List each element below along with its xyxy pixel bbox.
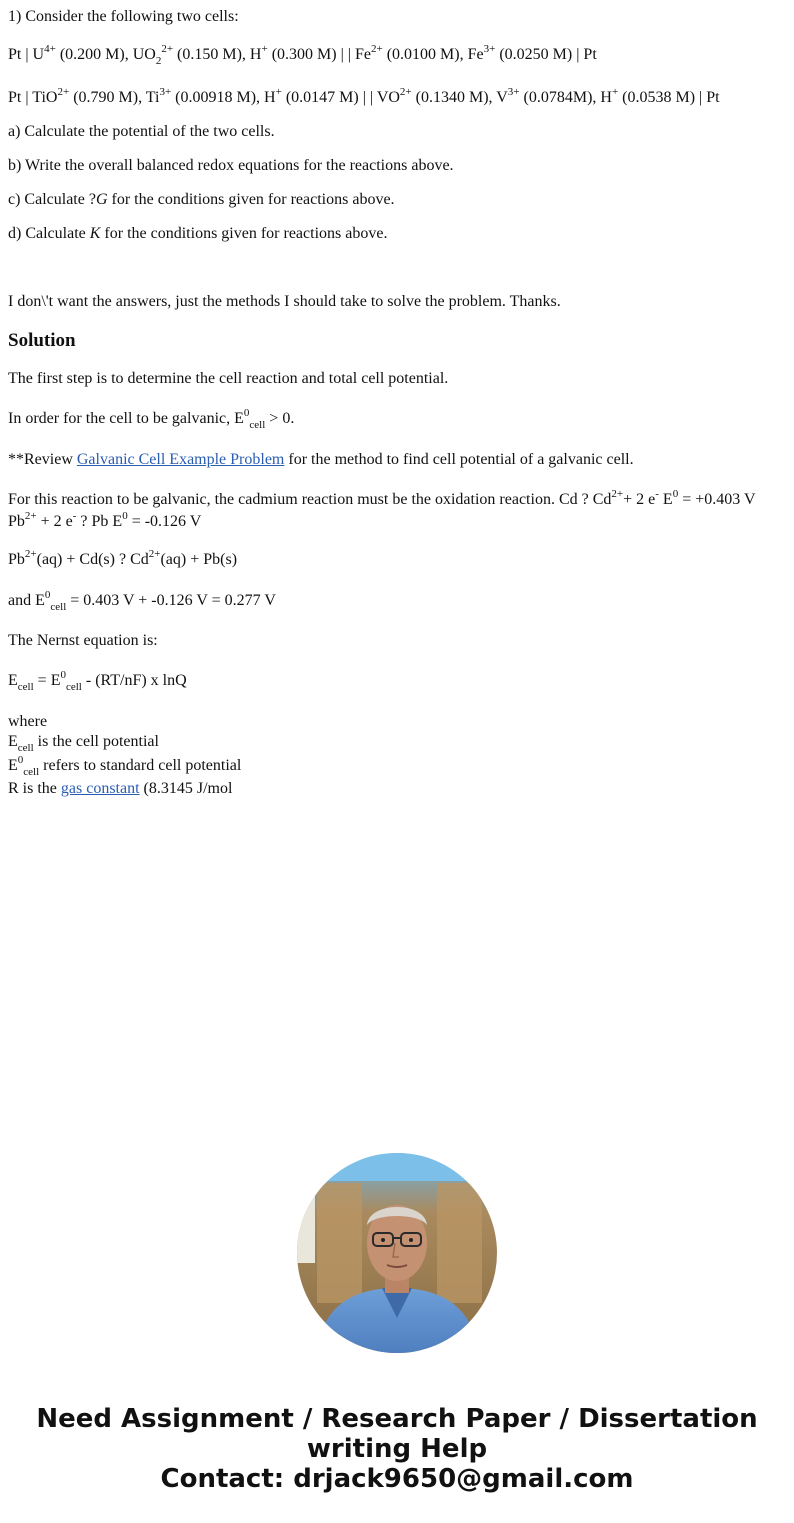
question-intro: 1) Consider the following two cells: — [8, 8, 239, 25]
solution-heading: Solution — [8, 330, 76, 351]
part-a: a) Calculate the potential of the two cells. — [8, 123, 275, 140]
footer-line-1: Need Assignment / Research Paper / Dissertation — [36, 1404, 758, 1434]
nernst-intro: The Nernst equation is: — [8, 632, 158, 649]
footer-contact: Contact: drjack9650@gmail.com — [160, 1464, 634, 1494]
footer-advert — [0, 1404, 794, 1494]
part-d: d) Calculate K for the conditions given for reactions above. — [8, 225, 388, 242]
galvanic-cell-example-link[interactable]: Galvanic Cell Example Problem — [76, 451, 285, 468]
oxidation-half-reaction: For this reaction to be galvanic, the cadmium reaction must be the oxidation reaction. Cd ? $Cd^{2+}+ 2$ e- $E^0 = +0.403$ V — [8, 488, 756, 508]
solution-paragraph-2: In order for the cell to be galvanic, $E^0_{cell} > 0$. — [8, 407, 295, 431]
author-portrait-image — [297, 1153, 497, 1353]
cell-two-notation: Pt | TiO$^{2+}$ (0.790 M), $Ti^{3+}$ (0.00918 M), H+ (0.0147 M) | | $VO^{2+}$ (0.1340 M), $V^{3+}$ (0.0784M), H+ (0.0538 M) | Pt — [8, 86, 720, 106]
solution-paragraph-3: **Review Galvanic Cell Example Problem for the method to find cell potential of a galvanic cell. — [8, 451, 634, 468]
cell-one-notation: Pt | $U^{4+}$ (0.200 M), $UO_2^{2+}$ (0.150 M), H+ (0.300 M) | | $Fe^{2+}$ (0.0100 M), $Fe^{3+}$ (0.0250 M) | Pt — [8, 43, 597, 67]
overall-reaction: $Pb^{2+}(aq) + Cd(s)$ ? $Cd^{2+}(aq) + Pb(s)$ — [8, 548, 238, 568]
part-b: b) Write the overall balanced redox equations for the reactions above. — [8, 157, 454, 174]
question-note: I don\'t want the answers, just the methods I should take to solve the problem. Thanks. — [8, 293, 561, 310]
where-label: where — [8, 713, 48, 730]
definition-gas-constant: R is the gas constant (8.3145 J/mol — [8, 780, 233, 797]
definition-e0cell: $E^0_{cell}$ refers to standard cell potential — [8, 754, 242, 778]
reduction-half-reaction: $Pb^{2+} + 2$ e- ? Pb $E^0 = -0.126$ V — [8, 510, 202, 530]
footer-line-2: writing Help — [306, 1434, 488, 1464]
solution-paragraph-1: The first step is to determine the cell reaction and total cell potential. — [8, 370, 449, 387]
definition-ecell: $E_{cell}$ is the cell potential — [8, 733, 159, 754]
author-avatar — [297, 1153, 497, 1353]
gas-constant-link[interactable]: gas constant — [60, 780, 140, 797]
cell-potential-result: and $E^0_{cell} = 0.403$ V + -0.126 V = 0.277 V — [8, 589, 276, 613]
nernst-equation: $E_{cell} = E^0_{cell} - (RT/nF)$ x lnQ — [8, 669, 187, 693]
part-c: c) Calculate ?G for the conditions given for reactions above. — [8, 191, 395, 208]
